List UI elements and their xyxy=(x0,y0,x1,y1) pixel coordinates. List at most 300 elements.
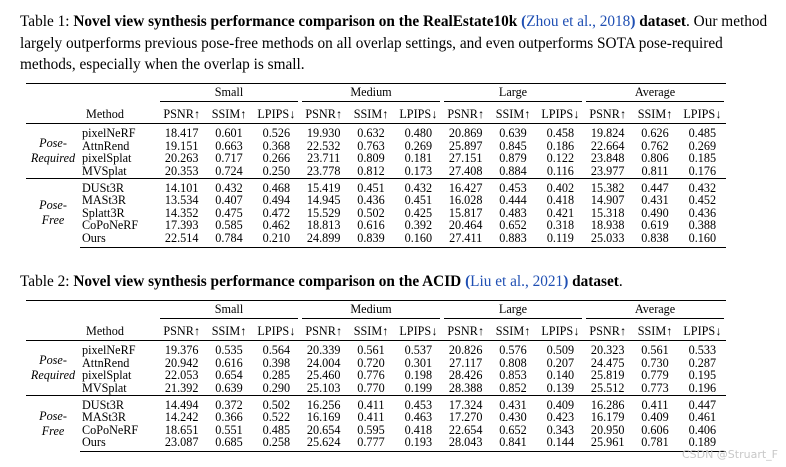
table2-title: Novel view synthesis performance comparison on the ACID xyxy=(73,273,462,290)
group-header-average xyxy=(584,301,726,322)
corner-cell xyxy=(26,84,80,105)
metric-value: 25.897 xyxy=(448,138,483,153)
metric-value: 0.461 xyxy=(688,410,717,425)
table2-citation-link[interactable]: Liu et al., 2021 xyxy=(470,273,564,290)
metric-value: 0.210 xyxy=(253,232,300,247)
metric-value: 20.323 xyxy=(590,343,625,358)
metric-value: 20.339 xyxy=(306,343,341,358)
column-header-row xyxy=(26,322,726,341)
metric-value: 13.534 xyxy=(164,193,199,208)
metric-header: SSIM↑ xyxy=(211,106,247,121)
section-label xyxy=(26,341,80,395)
metric-value: 0.432 xyxy=(205,178,252,194)
metric-value: 0.418 xyxy=(546,193,575,208)
table-row xyxy=(26,395,726,411)
metric-value: 0.781 xyxy=(631,436,678,451)
metric-value: 0.652 xyxy=(499,422,527,437)
metric-value: 16.169 xyxy=(306,410,341,425)
metric-value: 17.270 xyxy=(448,410,483,425)
group-header-row xyxy=(26,301,726,322)
metric-header: SSIM↑ xyxy=(495,106,531,121)
metric-value: 14.494 xyxy=(158,395,205,411)
group-label: Small xyxy=(160,86,298,102)
metric-value: 0.585 xyxy=(215,218,243,233)
metric-value: 14.352 xyxy=(164,205,199,220)
column-header-row xyxy=(26,105,726,124)
metric-value: 0.176 xyxy=(688,163,717,178)
metric-value: 0.853 xyxy=(499,368,527,383)
metric-value: 0.777 xyxy=(347,436,394,451)
section-label-text: Required xyxy=(30,150,76,165)
table1-caption xyxy=(20,11,772,76)
method-name: pixelNeRF xyxy=(82,126,136,141)
metric-value: 18.417 xyxy=(164,126,199,141)
metric-value: 0.139 xyxy=(546,380,575,395)
metric-header: PSNR↑ xyxy=(305,323,342,338)
group-header-large xyxy=(442,84,584,105)
group-label: Large xyxy=(444,303,582,319)
metric-header: SSIM↑ xyxy=(637,106,673,121)
metric-value: 0.576 xyxy=(499,343,527,358)
table1 xyxy=(26,83,726,248)
metric-value: 0.652 xyxy=(499,218,527,233)
metric-value: 17.393 xyxy=(164,218,199,233)
metric-value: 0.595 xyxy=(357,422,385,437)
metric-value: 0.533 xyxy=(688,343,717,358)
metric-value: 0.561 xyxy=(641,343,669,358)
metric-value: 0.535 xyxy=(215,343,243,358)
metric-value: 0.606 xyxy=(641,422,669,437)
metric-header: PSNR↑ xyxy=(163,106,200,121)
corner-cell xyxy=(80,84,158,105)
table2-dataset-word: dataset xyxy=(572,273,619,290)
metric-value: 23.977 xyxy=(590,163,625,178)
metric-value: 0.140 xyxy=(546,368,575,383)
metric-value: 0.463 xyxy=(404,410,433,425)
metric-value: 0.480 xyxy=(404,126,433,141)
method-name: AttnRend xyxy=(82,138,130,153)
metric-value: 0.779 xyxy=(641,368,669,383)
metric-value: 0.366 xyxy=(215,410,243,425)
metric-value: 20.950 xyxy=(590,422,625,437)
metric-value: 20.654 xyxy=(306,422,341,437)
group-header-small xyxy=(158,84,300,105)
table-row xyxy=(26,341,726,357)
metric-value: 0.717 xyxy=(215,151,243,166)
metric-header: SSIM↑ xyxy=(353,323,389,338)
metric-value: 0.423 xyxy=(546,410,575,425)
metric-header: LPIPS↓ xyxy=(257,106,296,121)
metric-value: 0.639 xyxy=(499,126,527,141)
metric-value: 25.103 xyxy=(306,380,341,395)
metric-value: 0.472 xyxy=(262,205,291,220)
group-header-medium xyxy=(300,84,442,105)
method-name: pixelSplat xyxy=(82,368,132,383)
method-header: Method xyxy=(86,106,124,121)
metric-value: 0.199 xyxy=(404,380,433,395)
method-name: pixelSplat xyxy=(82,151,132,166)
method-header: Method xyxy=(86,323,124,338)
table1-cite-close: ) xyxy=(630,13,636,30)
metric-value: 28.388 xyxy=(448,380,483,395)
metric-value: 0.318 xyxy=(546,218,575,233)
metric-value: 0.266 xyxy=(262,151,291,166)
metric-value: 0.809 xyxy=(357,151,385,166)
table-row xyxy=(26,194,726,207)
table2-cite-close: ) xyxy=(563,273,569,290)
metric-value: 0.494 xyxy=(262,193,291,208)
method-name: AttnRend xyxy=(82,355,130,370)
metric-value: 27.411 xyxy=(442,232,489,247)
metric-value: 15.419 xyxy=(300,178,347,194)
method-name: CoPoNeRF xyxy=(82,422,139,437)
metric-value: 22.532 xyxy=(306,138,341,153)
metric-value: 0.475 xyxy=(215,205,243,220)
metric-value: 0.762 xyxy=(641,138,669,153)
metric-value: 0.852 xyxy=(499,380,527,395)
section-label-text: Pose- xyxy=(39,197,67,212)
metric-value: 16.256 xyxy=(300,395,347,411)
method-name: CoPoNeRF xyxy=(82,218,139,233)
metric-value: 20.353 xyxy=(164,163,199,178)
metric-value: 18.813 xyxy=(306,218,341,233)
section-label xyxy=(26,178,80,247)
group-label: Small xyxy=(160,303,298,319)
metric-value: 0.841 xyxy=(489,436,536,451)
metric-value: 0.409 xyxy=(537,395,584,411)
metric-value: 0.144 xyxy=(537,436,584,451)
metric-header: LPIPS↓ xyxy=(399,323,438,338)
metric-value: 0.458 xyxy=(546,126,575,141)
metric-header: PSNR↑ xyxy=(589,106,626,121)
table-row xyxy=(26,411,726,424)
group-header-average xyxy=(584,84,726,105)
section-label-text: Pose- xyxy=(39,135,67,150)
metric-value: 23.087 xyxy=(158,436,205,451)
group-header-row xyxy=(26,84,726,105)
metric-value: 0.806 xyxy=(641,151,669,166)
metric-value: 0.453 xyxy=(489,178,536,194)
metric-value: 18.651 xyxy=(164,422,199,437)
metric-value: 22.053 xyxy=(164,368,199,383)
table-row xyxy=(26,178,726,194)
metric-value: 0.388 xyxy=(688,218,717,233)
metric-header: LPIPS↓ xyxy=(257,323,296,338)
section-label-text: Free xyxy=(41,212,65,227)
metric-value: 0.195 xyxy=(688,368,717,383)
metric-value: 27.151 xyxy=(448,151,483,166)
metric-value: 0.285 xyxy=(262,368,291,383)
metric-value: 0.509 xyxy=(546,343,575,358)
metric-header: SSIM↑ xyxy=(211,323,247,338)
metric-value: 0.196 xyxy=(688,380,717,395)
metric-value: 0.551 xyxy=(215,422,243,437)
section-label-text: Free xyxy=(41,423,65,438)
metric-value: 0.485 xyxy=(262,422,291,437)
metric-value: 0.290 xyxy=(262,380,291,395)
metric-value: 0.502 xyxy=(357,205,385,220)
metric-value: 0.436 xyxy=(688,205,717,220)
metric-value: 0.462 xyxy=(262,218,291,233)
metric-value: 16.028 xyxy=(448,193,483,208)
metric-value: 0.407 xyxy=(215,193,243,208)
metric-header: LPIPS↓ xyxy=(541,106,580,121)
watermark: CSDN @Struart_F xyxy=(681,448,778,461)
metric-value: 20.869 xyxy=(448,126,483,141)
metric-header: LPIPS↓ xyxy=(541,323,580,338)
metric-header: SSIM↑ xyxy=(495,323,531,338)
metric-value: 0.343 xyxy=(546,422,575,437)
metric-value: 0.193 xyxy=(395,436,442,451)
metric-value: 27.408 xyxy=(448,163,483,178)
metric-value: 0.207 xyxy=(546,355,575,370)
metric-value: 0.879 xyxy=(499,151,527,166)
metric-header: LPIPS↓ xyxy=(683,106,722,121)
table-row xyxy=(26,124,726,140)
metric-value: 0.883 xyxy=(489,232,536,247)
metric-value: 0.485 xyxy=(688,126,717,141)
metric-value: 0.258 xyxy=(253,436,300,451)
metric-value: 0.763 xyxy=(357,138,385,153)
metric-header: PSNR↑ xyxy=(447,323,484,338)
metric-value: 0.447 xyxy=(679,395,726,411)
metric-value: 0.654 xyxy=(215,368,243,383)
metric-value: 23.778 xyxy=(306,163,341,178)
table1-title: Novel view synthesis performance comparison on the RealEstate10k xyxy=(73,13,518,30)
metric-value: 0.116 xyxy=(546,163,574,178)
metric-header: LPIPS↓ xyxy=(683,323,722,338)
metric-value: 0.392 xyxy=(404,218,433,233)
metric-value: 0.773 xyxy=(641,380,669,395)
metric-value: 0.160 xyxy=(679,232,726,247)
metric-value: 0.452 xyxy=(688,193,717,208)
metric-value: 0.122 xyxy=(546,151,575,166)
metric-value: 0.564 xyxy=(262,343,291,358)
section-label-text: Pose- xyxy=(39,352,67,367)
metric-value: 25.460 xyxy=(306,368,341,383)
method-name: Ours xyxy=(80,232,158,247)
metric-value: 0.119 xyxy=(537,232,584,247)
metric-value: 0.189 xyxy=(679,436,726,451)
metric-value: 0.839 xyxy=(347,232,394,247)
group-header-large xyxy=(442,301,584,322)
metric-value: 0.601 xyxy=(215,126,243,141)
metric-value: 19.824 xyxy=(590,126,625,141)
metric-value: 0.537 xyxy=(404,343,433,358)
metric-value: 0.447 xyxy=(631,178,678,194)
metric-value: 0.160 xyxy=(395,232,442,247)
metric-value: 0.431 xyxy=(641,193,669,208)
metric-value: 23.848 xyxy=(590,151,625,166)
method-name: MVSplat xyxy=(82,380,127,395)
metric-value: 0.409 xyxy=(641,410,669,425)
metric-value: 14.945 xyxy=(306,193,341,208)
table-row xyxy=(26,232,726,247)
metric-value: 0.812 xyxy=(357,163,385,178)
metric-value: 0.173 xyxy=(404,163,433,178)
metric-value: 20.942 xyxy=(164,355,199,370)
metric-value: 0.406 xyxy=(688,422,717,437)
table2-caption xyxy=(20,271,772,293)
metric-value: 0.287 xyxy=(688,355,717,370)
metric-value: 0.432 xyxy=(679,178,726,194)
metric-value: 16.286 xyxy=(584,395,631,411)
metric-header: PSNR↑ xyxy=(447,106,484,121)
metric-value: 0.368 xyxy=(262,138,291,153)
group-label: Medium xyxy=(302,86,440,102)
metric-value: 0.626 xyxy=(641,126,669,141)
table1-caption-text: . Our method largely outperforms previous pose-free methods on all overlap settings, and even outperforms SOTA pose-required methods, especially when the overlap is small. xyxy=(20,13,768,73)
metric-value: 24.899 xyxy=(300,232,347,247)
metric-value: 0.425 xyxy=(404,205,433,220)
metric-header: LPIPS↓ xyxy=(399,106,438,121)
metric-value: 24.004 xyxy=(306,355,341,370)
table1-label: Table 1: xyxy=(20,13,70,30)
metric-value: 0.269 xyxy=(688,138,717,153)
metric-value: 0.451 xyxy=(404,193,433,208)
metric-value: 0.502 xyxy=(253,395,300,411)
group-label: Average xyxy=(586,86,724,102)
metric-header: SSIM↑ xyxy=(353,106,389,121)
metric-value: 0.720 xyxy=(357,355,385,370)
metric-value: 0.616 xyxy=(357,218,385,233)
metric-value: 0.884 xyxy=(499,163,527,178)
metric-value: 15.529 xyxy=(306,205,341,220)
table2-cite-open: ( xyxy=(465,273,471,290)
metric-value: 14.907 xyxy=(590,193,625,208)
metric-value: 15.318 xyxy=(590,205,625,220)
group-label: Medium xyxy=(302,303,440,319)
method-name: Ours xyxy=(80,436,158,451)
metric-value: 0.250 xyxy=(262,163,291,178)
metric-header: PSNR↑ xyxy=(589,323,626,338)
metric-header: PSNR↑ xyxy=(305,106,342,121)
metric-value: 0.451 xyxy=(347,178,394,194)
metric-value: 0.198 xyxy=(404,368,433,383)
metric-value: 17.324 xyxy=(442,395,489,411)
corner-cell xyxy=(80,301,158,322)
metric-value: 25.512 xyxy=(590,380,625,395)
metric-value: 22.664 xyxy=(590,138,625,153)
metric-value: 19.376 xyxy=(164,343,199,358)
metric-value: 0.430 xyxy=(499,410,527,425)
metric-value: 0.616 xyxy=(215,355,243,370)
metric-value: 0.845 xyxy=(499,138,527,153)
metric-value: 15.817 xyxy=(448,205,483,220)
table1-citation-link[interactable]: Zhou et al., 2018 xyxy=(526,13,631,30)
group-label: Large xyxy=(444,86,582,102)
metric-value: 0.632 xyxy=(357,126,385,141)
metric-value: 19.151 xyxy=(164,138,199,153)
section-label-text: Required xyxy=(30,367,76,382)
metric-value: 0.411 xyxy=(347,395,394,411)
metric-value: 15.382 xyxy=(584,178,631,194)
metric-header: PSNR↑ xyxy=(163,323,200,338)
table-row xyxy=(26,165,726,178)
metric-value: 14.101 xyxy=(158,178,205,194)
metric-value: 0.411 xyxy=(631,395,678,411)
group-header-small xyxy=(158,301,300,322)
method-name: Splatt3R xyxy=(82,205,125,220)
metric-value: 0.526 xyxy=(262,126,291,141)
metric-value: 0.402 xyxy=(537,178,584,194)
table-row xyxy=(26,436,726,451)
metric-value: 0.619 xyxy=(641,218,669,233)
metric-value: 25.033 xyxy=(584,232,631,247)
method-name: MASt3R xyxy=(82,410,127,425)
metric-value: 0.730 xyxy=(641,355,669,370)
metric-value: 0.784 xyxy=(205,232,252,247)
metric-value: 0.639 xyxy=(215,380,243,395)
metric-value: 24.475 xyxy=(590,355,625,370)
table2 xyxy=(26,300,726,452)
metric-value: 0.269 xyxy=(404,138,433,153)
metric-value: 18.938 xyxy=(590,218,625,233)
metric-value: 0.431 xyxy=(489,395,536,411)
metric-value: 0.776 xyxy=(357,368,385,383)
metric-value: 0.663 xyxy=(215,138,243,153)
metric-value: 20.263 xyxy=(164,151,199,166)
metric-value: 14.242 xyxy=(164,410,199,425)
metric-value: 0.398 xyxy=(262,355,291,370)
metric-value: 25.819 xyxy=(590,368,625,383)
metric-value: 0.436 xyxy=(357,193,385,208)
metric-value: 0.453 xyxy=(395,395,442,411)
table2-caption-text: . xyxy=(618,273,623,290)
metric-value: 27.117 xyxy=(449,355,483,370)
table-row xyxy=(26,382,726,395)
table1-dataset-word: dataset xyxy=(639,13,687,30)
metric-value: 0.411 xyxy=(357,410,385,425)
method-name: DUSt3R xyxy=(80,395,158,411)
section-label xyxy=(26,124,80,178)
metric-value: 0.301 xyxy=(404,355,433,370)
method-name: MASt3R xyxy=(82,193,127,208)
metric-value: 0.685 xyxy=(205,436,252,451)
metric-value: 0.724 xyxy=(215,163,243,178)
metric-value: 0.185 xyxy=(688,151,717,166)
metric-value: 0.838 xyxy=(631,232,678,247)
metric-value: 0.186 xyxy=(546,138,575,153)
metric-value: 0.770 xyxy=(357,380,385,395)
metric-value: 19.930 xyxy=(306,126,341,141)
group-label: Average xyxy=(586,303,724,319)
metric-value: 25.624 xyxy=(300,436,347,451)
metric-value: 0.444 xyxy=(499,193,527,208)
metric-value: 0.808 xyxy=(499,355,527,370)
metric-value: 20.464 xyxy=(448,218,483,233)
metric-value: 0.181 xyxy=(404,151,433,166)
metric-value: 28.426 xyxy=(448,368,483,383)
method-name: pixelNeRF xyxy=(82,343,136,358)
table2-label: Table 2: xyxy=(20,273,70,290)
metric-value: 0.468 xyxy=(253,178,300,194)
metric-value: 0.418 xyxy=(404,422,433,437)
metric-value: 16.427 xyxy=(442,178,489,194)
metric-value: 23.711 xyxy=(307,151,341,166)
metric-value: 0.421 xyxy=(546,205,575,220)
metric-value: 0.483 xyxy=(499,205,527,220)
table1-cite-open: ( xyxy=(521,13,527,30)
method-name: MVSplat xyxy=(82,163,127,178)
group-header-medium xyxy=(300,301,442,322)
metric-value: 25.961 xyxy=(584,436,631,451)
metric-value: 28.043 xyxy=(442,436,489,451)
metric-value: 0.811 xyxy=(641,163,669,178)
metric-value: 20.826 xyxy=(448,343,483,358)
section-label-text: Pose- xyxy=(39,408,67,423)
metric-header: SSIM↑ xyxy=(637,323,673,338)
